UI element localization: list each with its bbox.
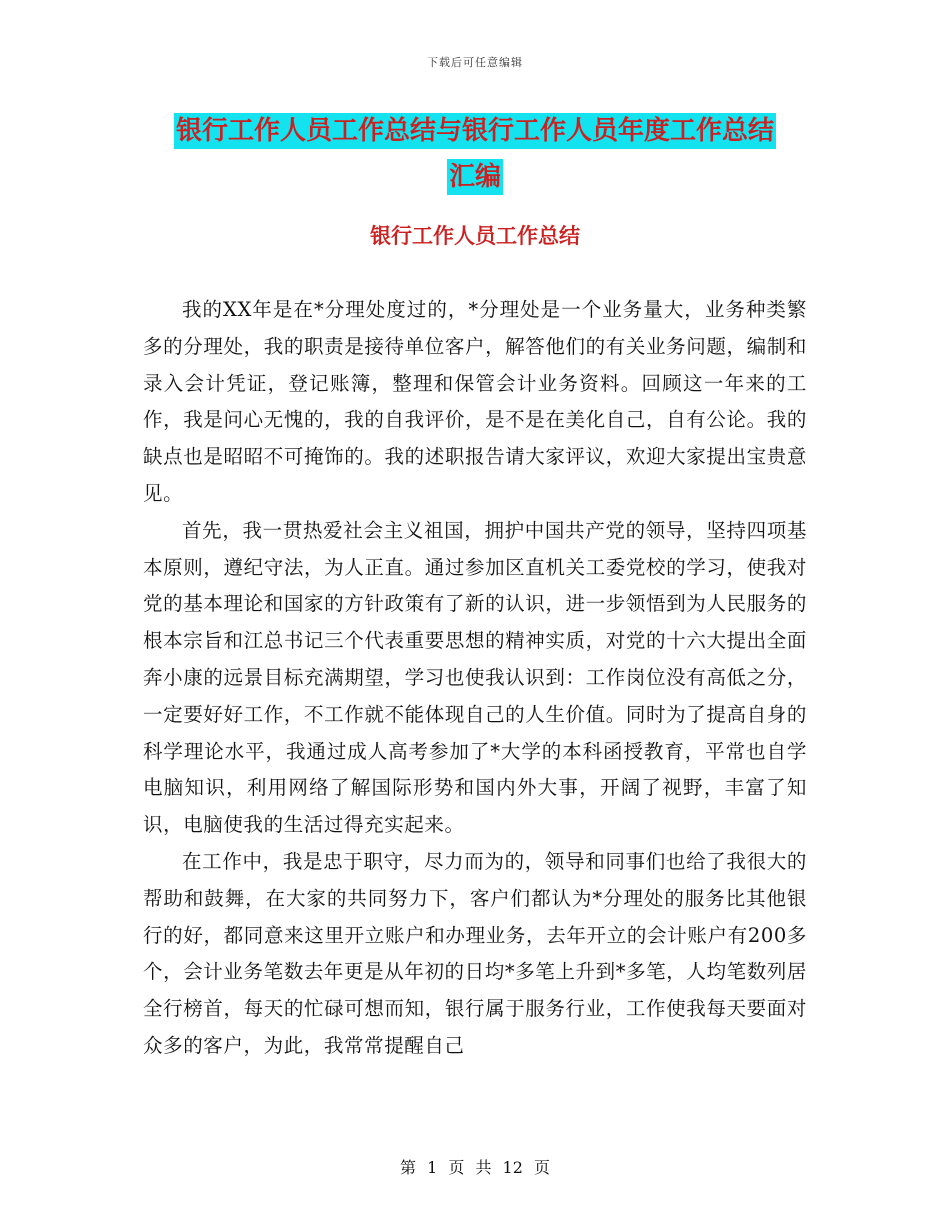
document-title-line-2: 汇编	[447, 159, 503, 195]
body-paragraph-3: 在工作中，我是忠于职守，尽力而为的，领导和同事们也给了我很大的帮助和鼓舞，在大家的共同努力下，客户们都认为*分理处的服务比其他银行的好，都同意来这里开立账户和办理业务，去年开立的会计账户有200多个，会计业务笔数去年更是从年初的日均*多笔上升到*多笔，人均笔数列居全行榜首，每天的忙碌可想而知，银行属于服务行业，工作使我每天要面对众多的客户，为此，我常常提醒自己	[143, 849, 807, 1057]
page-number-footer: 第 1 页 共 12 页	[400, 1158, 550, 1177]
document-title-line-1: 银行工作人员工作总结与银行工作人员年度工作总结	[174, 113, 776, 149]
document-body	[143, 292, 807, 1065]
body-paragraph-2: 首先，我一贯热爱社会主义祖国，拥护中国共产党的领导，坚持四项基本原则，遵纪守法，为人正直。通过参加区直机关工委党校的学习，使我对党的基本理论和国家的方针政策有了新的认识，进一步领悟到为人民服务的根本宗旨和江总书记三个代表重要思想的精神实质，对党的十六大提出全面奔小康的远景目标充满期望，学习也使我认识到：工作岗位没有高低之分，一定要好好工作，不工作就不能体现自己的人生价值。同时为了提高自身的科学理论水平，我通过成人高考参加了*大学的本科函授教育，平常也自学电脑知识，利用网络了解国际形势和国内外大事，开阔了视野，丰富了知识，电脑使我的生活过得充实起来。	[143, 518, 807, 837]
page-header-note: 下载后可任意编辑	[427, 56, 523, 69]
body-paragraph-1: 我的XX年是在*分理处度过的，*分理处是一个业务量大，业务种类繁多的分理处，我的职责是接待单位客户，解答他们的有关业务问题，编制和录入会计凭证，登记账簿，整理和保管会计业务资料。回顾这一年来的工作，我是问心无愧的，我的自我评价，是不是在美化自己，自有公论。我的缺点也是昭昭不可掩饰的。我的述职报告请大家评议，欢迎大家提出宝贵意见。	[143, 298, 807, 505]
document-title	[140, 108, 810, 200]
section-title: 银行工作人员工作总结	[370, 224, 580, 248]
